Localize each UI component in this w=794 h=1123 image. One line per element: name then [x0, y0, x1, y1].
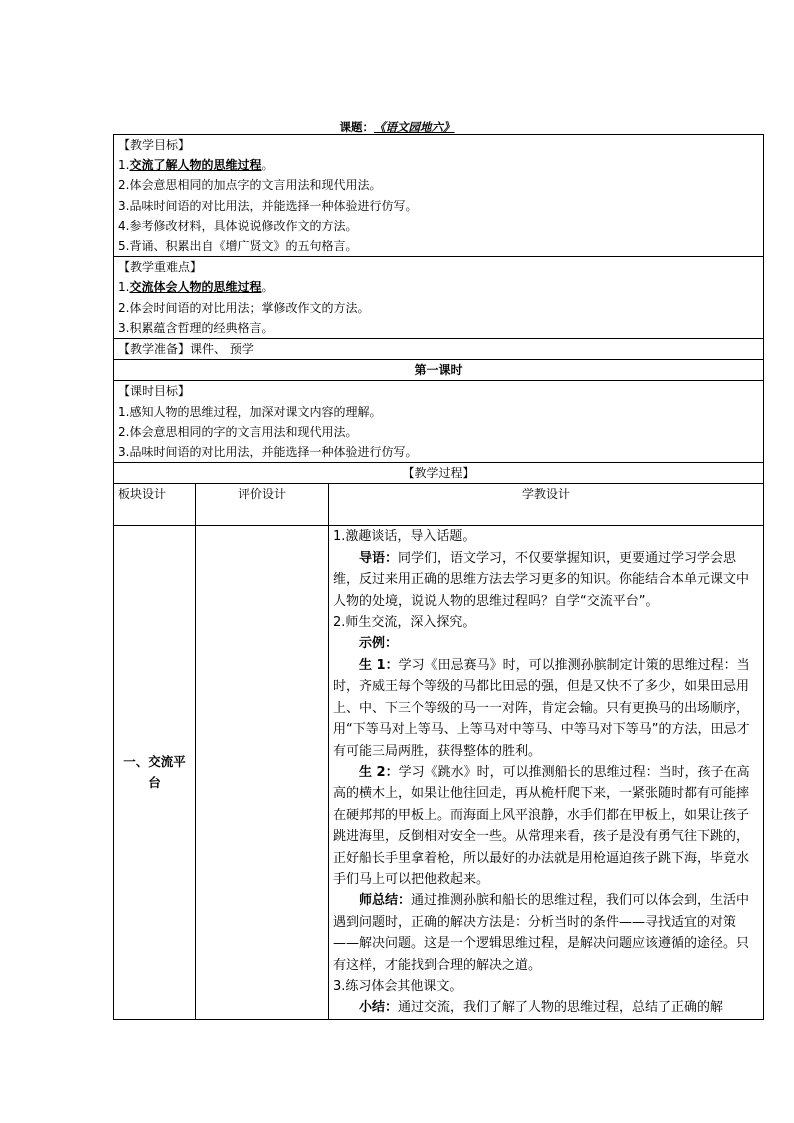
summary-paragraph: 小结：通过交流，我们了解了人物的思维过程，总结了正确的解 — [359, 1000, 724, 1016]
intro-paragraph: 导语：同学们，语文学习，不仅要掌握知识，更要通过学习学会思维，反过来用正确的思维方法去学习更多的知识。你能结合本单元课文中人物的处境，说说人物的思维过程吗？自学“交流平台”。 — [333, 550, 750, 609]
column-header-evaluation: 评价设计 — [196, 484, 329, 526]
title-label: 课题： — [339, 120, 374, 134]
section1-row — [114, 526, 764, 1019]
lesson-goals-row — [114, 381, 764, 463]
prep-cell — [114, 339, 764, 360]
process-heading: 【教学过程】 — [114, 463, 764, 484]
first-lesson-heading: 第一课时 — [114, 360, 764, 381]
key-points-heading: 【教学重难点】 — [118, 260, 203, 275]
student1-paragraph: 生 1：学习《田忌赛马》时，可以推测孙膑制定计策的思维过程：当时，齐威王每个等级的马都比田忌的强，但是又快不了多少，如果田忌用上、中、下三个等级的马一一对阵，肯定会输。只有更换马的出场顺序，用“下等马对上等马、上等马对中等马、中等马对下等马”的方法，田忌才有可能三局两胜，获得整体的胜利。 — [333, 657, 750, 759]
column-header-row — [114, 484, 764, 526]
section1-content — [329, 526, 764, 1019]
goals-row — [114, 135, 764, 257]
key-points-row — [114, 257, 764, 339]
prep-heading: 【教学准备】 — [118, 342, 191, 357]
goal-item: 3.品味时间语的对比用法，并能选择一种体验进行仿写。 — [118, 198, 418, 213]
step-2: 2.师生交流，深入探究。 — [333, 615, 476, 631]
process-heading-row — [114, 463, 764, 484]
goals-heading: 【教学目标】 — [118, 138, 191, 152]
goal-item: 5.背诵、积累出自《增广贤文》的五句格言。 — [118, 239, 358, 254]
lesson-goal-item: 3.品味时间语的对比用法，并能选择一种体验进行仿写。 — [118, 445, 418, 460]
key-points-cell — [114, 257, 764, 339]
step-1: 1.激趣谈话，导入话题。 — [333, 529, 476, 545]
step-3: 3.练习体会其他课文。 — [333, 978, 463, 994]
document-title — [0, 119, 794, 135]
lesson-goal-item: 1.感知人物的思维过程，加深对课文内容的理解。 — [118, 404, 382, 419]
key-point-item: 3.积累蕴含哲理的经典格言。 — [118, 320, 274, 335]
prep-row — [114, 339, 764, 360]
column-header-block: 板块设计 — [114, 484, 196, 526]
section1-name: 一、交流平台 — [114, 526, 196, 1019]
lesson-goals-cell — [114, 381, 764, 463]
example-label: 示例： — [359, 636, 399, 652]
key-point-item: 2.体会时间语的对比用法；掌修改作文的方法。 — [118, 300, 370, 315]
first-lesson-row — [114, 360, 764, 381]
column-header-teaching: 学教设计 — [329, 484, 764, 526]
teacher-summary-paragraph: 师总结：通过推测孙膑和船长的思维过程，我们可以体会到，生活中遇到问题时，正确的解决方法是：分析当时的条件——寻找适宜的对策——解决问题。这是一个逻辑思维过程，是解决问题应该遵循的途径。只有这样，才能找到合理的解决之道。 — [333, 893, 750, 973]
lesson-goals-heading: 【课时目标】 — [118, 384, 191, 399]
goal-item: 2.体会意思相同的加点字的文言用法和现代用法。 — [118, 178, 382, 193]
key-point-item: 1.交流体会人物的思维过程。 — [118, 280, 274, 295]
lesson-name: 《语文园地六》 — [374, 120, 455, 134]
section1-evaluation — [196, 526, 329, 1019]
goal-item: 4.参考修改材料，具体说说修改作文的方法。 — [118, 218, 358, 233]
student2-paragraph: 生 2：学习《跳水》时，可以推测船长的思维过程：当时，孩子在高高的横木上，如果让他往回走，再从桅杆爬下来，一紧张随时都有可能摔在硬邦邦的甲板上。而海面上风平浪静，水手们都在甲板上，如果让孩子跳进海里，反倒相对安全一些。从常理来看，孩子是没有勇气往下跳的，正好船长手里拿着枪，所以最好的办法就是用枪逼迫孩子跳下海，毕竟水手们马上可以把他救起来。 — [333, 764, 750, 887]
goal-item: 1.交流了解人物的思维过程。 — [118, 158, 274, 173]
goals-cell — [114, 135, 764, 257]
lesson-goal-item: 2.体会意思相同的字的文言用法和现代用法。 — [118, 424, 358, 439]
prep-text: 课件、 预学 — [190, 342, 254, 357]
lesson-plan-table — [113, 134, 764, 1020]
